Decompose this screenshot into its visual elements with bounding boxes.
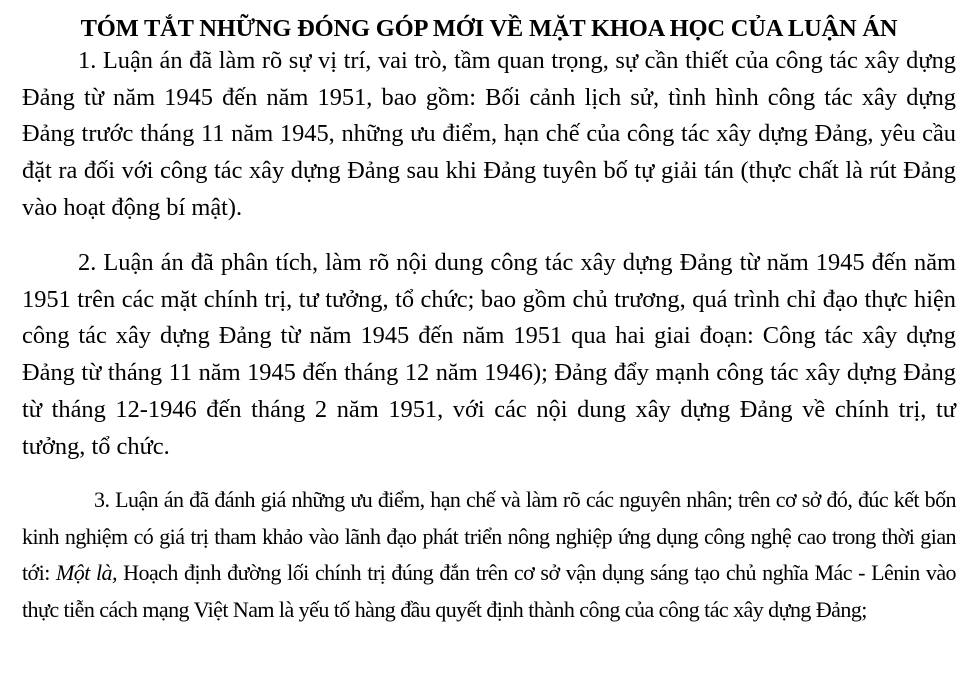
paragraph-3 <box>22 482 956 628</box>
paragraph-3-lead: 3. Luận án đã đánh giá những ưu điểm, hạn chế và làm rõ các nguyên nhân; trên cơ sở đó, đúc kết bốn kinh nghiệm có giá trị tham khảo vào lãnh đạo phát triển nông nghiệp ứng dụng công nghệ cao trong thời gian tới: <box>22 487 956 585</box>
paragraph-3-rest: Hoạch định đường lối chính trị đúng đắn trên cơ sở vận dụng sáng tạo chủ nghĩa Mác - Lênin vào thực tiễn cách mạng Việt Nam là yếu tố hàng đầu quyết định thành công của công tác xây dựng Đảng; <box>22 560 956 622</box>
document-title: TÓM TẮT NHỮNG ĐÓNG GÓP MỚI VỀ MẶT KHOA HỌC CỦA LUẬN ÁN <box>80 15 898 42</box>
paragraph-2: 2. Luận án đã phân tích, làm rõ nội dung công tác xây dựng Đảng từ năm 1945 đến năm 1951 trên các mặt chính trị, tư tưởng, tổ chức; bao gồm chủ trương, quá trình chỉ đạo thực hiện công tác xây dựng Đảng từ năm 1945 đến năm 1951 qua hai giai đoạn: Công tác xây dựng Đảng từ tháng 11 năm 1945 đến tháng 12 năm 1946); Đảng đẩy mạnh công tác xây dựng Đảng từ tháng 12-1946 đến tháng 2 năm 1951, với các nội dung xây dựng Đảng về chính trị, tư tưởng, tổ chức. <box>22 249 956 460</box>
paragraph-1: 1. Luận án đã làm rõ sự vị trí, vai trò, tầm quan trọng, sự cần thiết của công tác xây dựng Đảng từ năm 1945 đến năm 1951, bao gồm: Bối cảnh lịch sử, tình hình công tác xây dựng Đảng trước tháng 11 năm 1945, những ưu điểm, hạn chế của công tác xây dựng Đảng, yêu cầu đặt ra đối với công tác xây dựng Đảng sau khi Đảng tuyên bố tự giải tán (thực chất là rút Đảng vào hoạt động bí mật). <box>22 47 956 221</box>
paragraph-3-italic-phrase: Một là, <box>55 560 117 585</box>
